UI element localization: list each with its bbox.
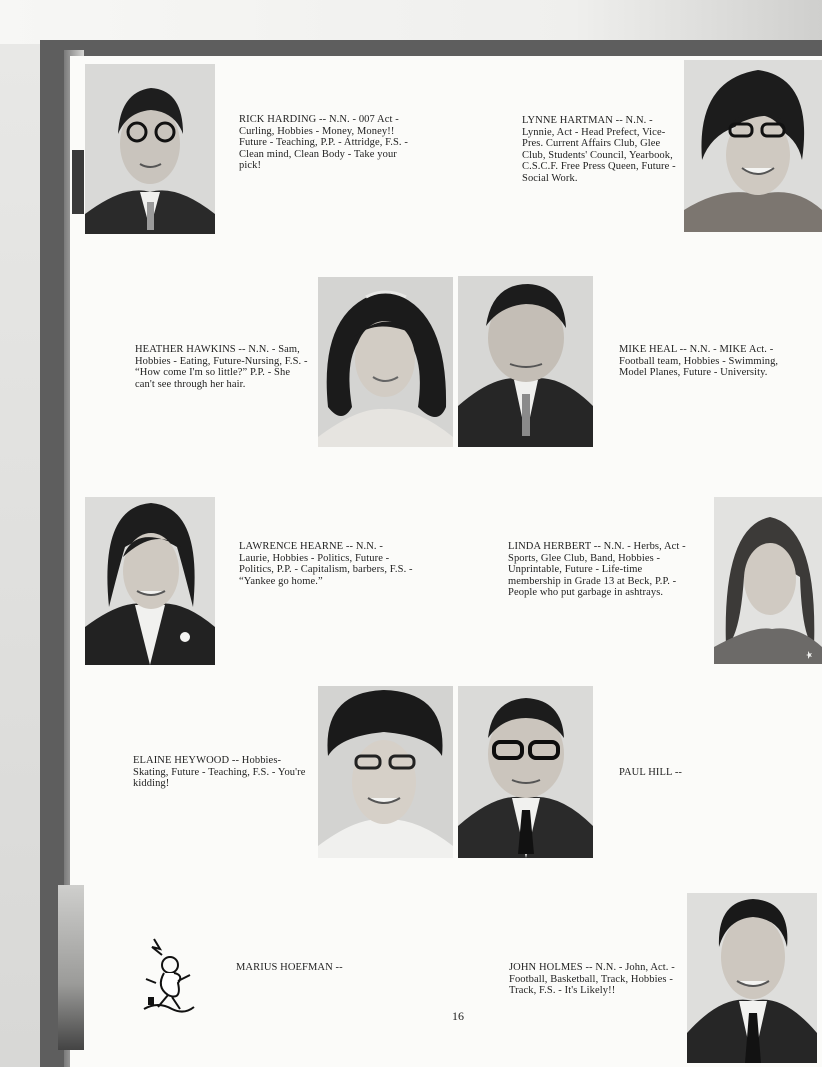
photo-lynne-hartman [684,60,822,232]
entry-paul-hill: PAUL HILL -- [619,767,683,778]
entry-lawrence-hearne: LAWRENCE HEARNE -- N.N. - Laurie, Hobbies - Politics, Future - Politics, P.P. - Capitalism, barbers, F.S. - “Yankee go home.” [239,541,413,587]
photo-elaine-heywood [318,686,453,858]
photo-linda-herbert [714,497,822,664]
entry-linda-herbert: LINDA HERBERT -- N.N. - Herbs, Act - Sports, Glee Club, Band, Hobbies - Unprintable, Future - Life-time membership in Grade 13 at Beck, P.P. - People who put garbage in ashtrays. [508,541,686,599]
entry-mike-heal: MIKE HEAL -- N.N. - MIKE Act. - Football team, Hobbies - Swimming, Model Planes, Future - University. [619,344,779,379]
photo-lawrence-hearne [85,497,215,665]
entry-lynne-hartman: LYNNE HARTMAN -- N.N. - Lynnie, Act - Head Prefect, Vice-Pres. Current Affairs Club, Glee Club, Students' Council, Yearbook, C.S.C.F. Free Press Queen, Future - Social Work. [522,115,676,184]
entry-heather-hawkins: HEATHER HAWKINS -- N.N. - Sam, Hobbies - Eating, Future-Nursing, F.S. - “How come I'm so little?” P.P. - She can't see through her hair. [135,344,308,390]
photo-paul-hill [458,686,593,858]
entry-elaine-heywood: ELAINE HEYWOOD -- Hobbies-Skating, Future - Teaching, F.S. - You're kidding! [133,755,306,790]
photo-john-holmes [687,893,817,1063]
no-photo-cartoon-icon [138,935,198,1017]
photo-heather-hawkins [318,277,453,447]
entry-rick-harding: RICK HARDING -- N.N. - 007 Act - Curling, Hobbies - Money, Money!! Future - Teaching, P.P. - Attridge, F.S. - Clean mind, Clean Body - Take your pick! [239,114,408,172]
photo-mike-heal [458,276,593,447]
entry-marius-hoefman: MARIUS HOEFMAN -- [236,962,343,973]
adjacent-photo-sliver-top [72,150,84,214]
entry-john-holmes: JOHN HOLMES -- N.N. - John, Act. - Football, Basketball, Track, Hobbies - Track, F.S. - It's Likely!! [509,962,675,997]
page-number: 16 [452,1009,464,1023]
scan-background [0,0,822,44]
adjacent-photo-sliver-bottom [58,885,84,1050]
photo-rick-harding [85,64,215,234]
